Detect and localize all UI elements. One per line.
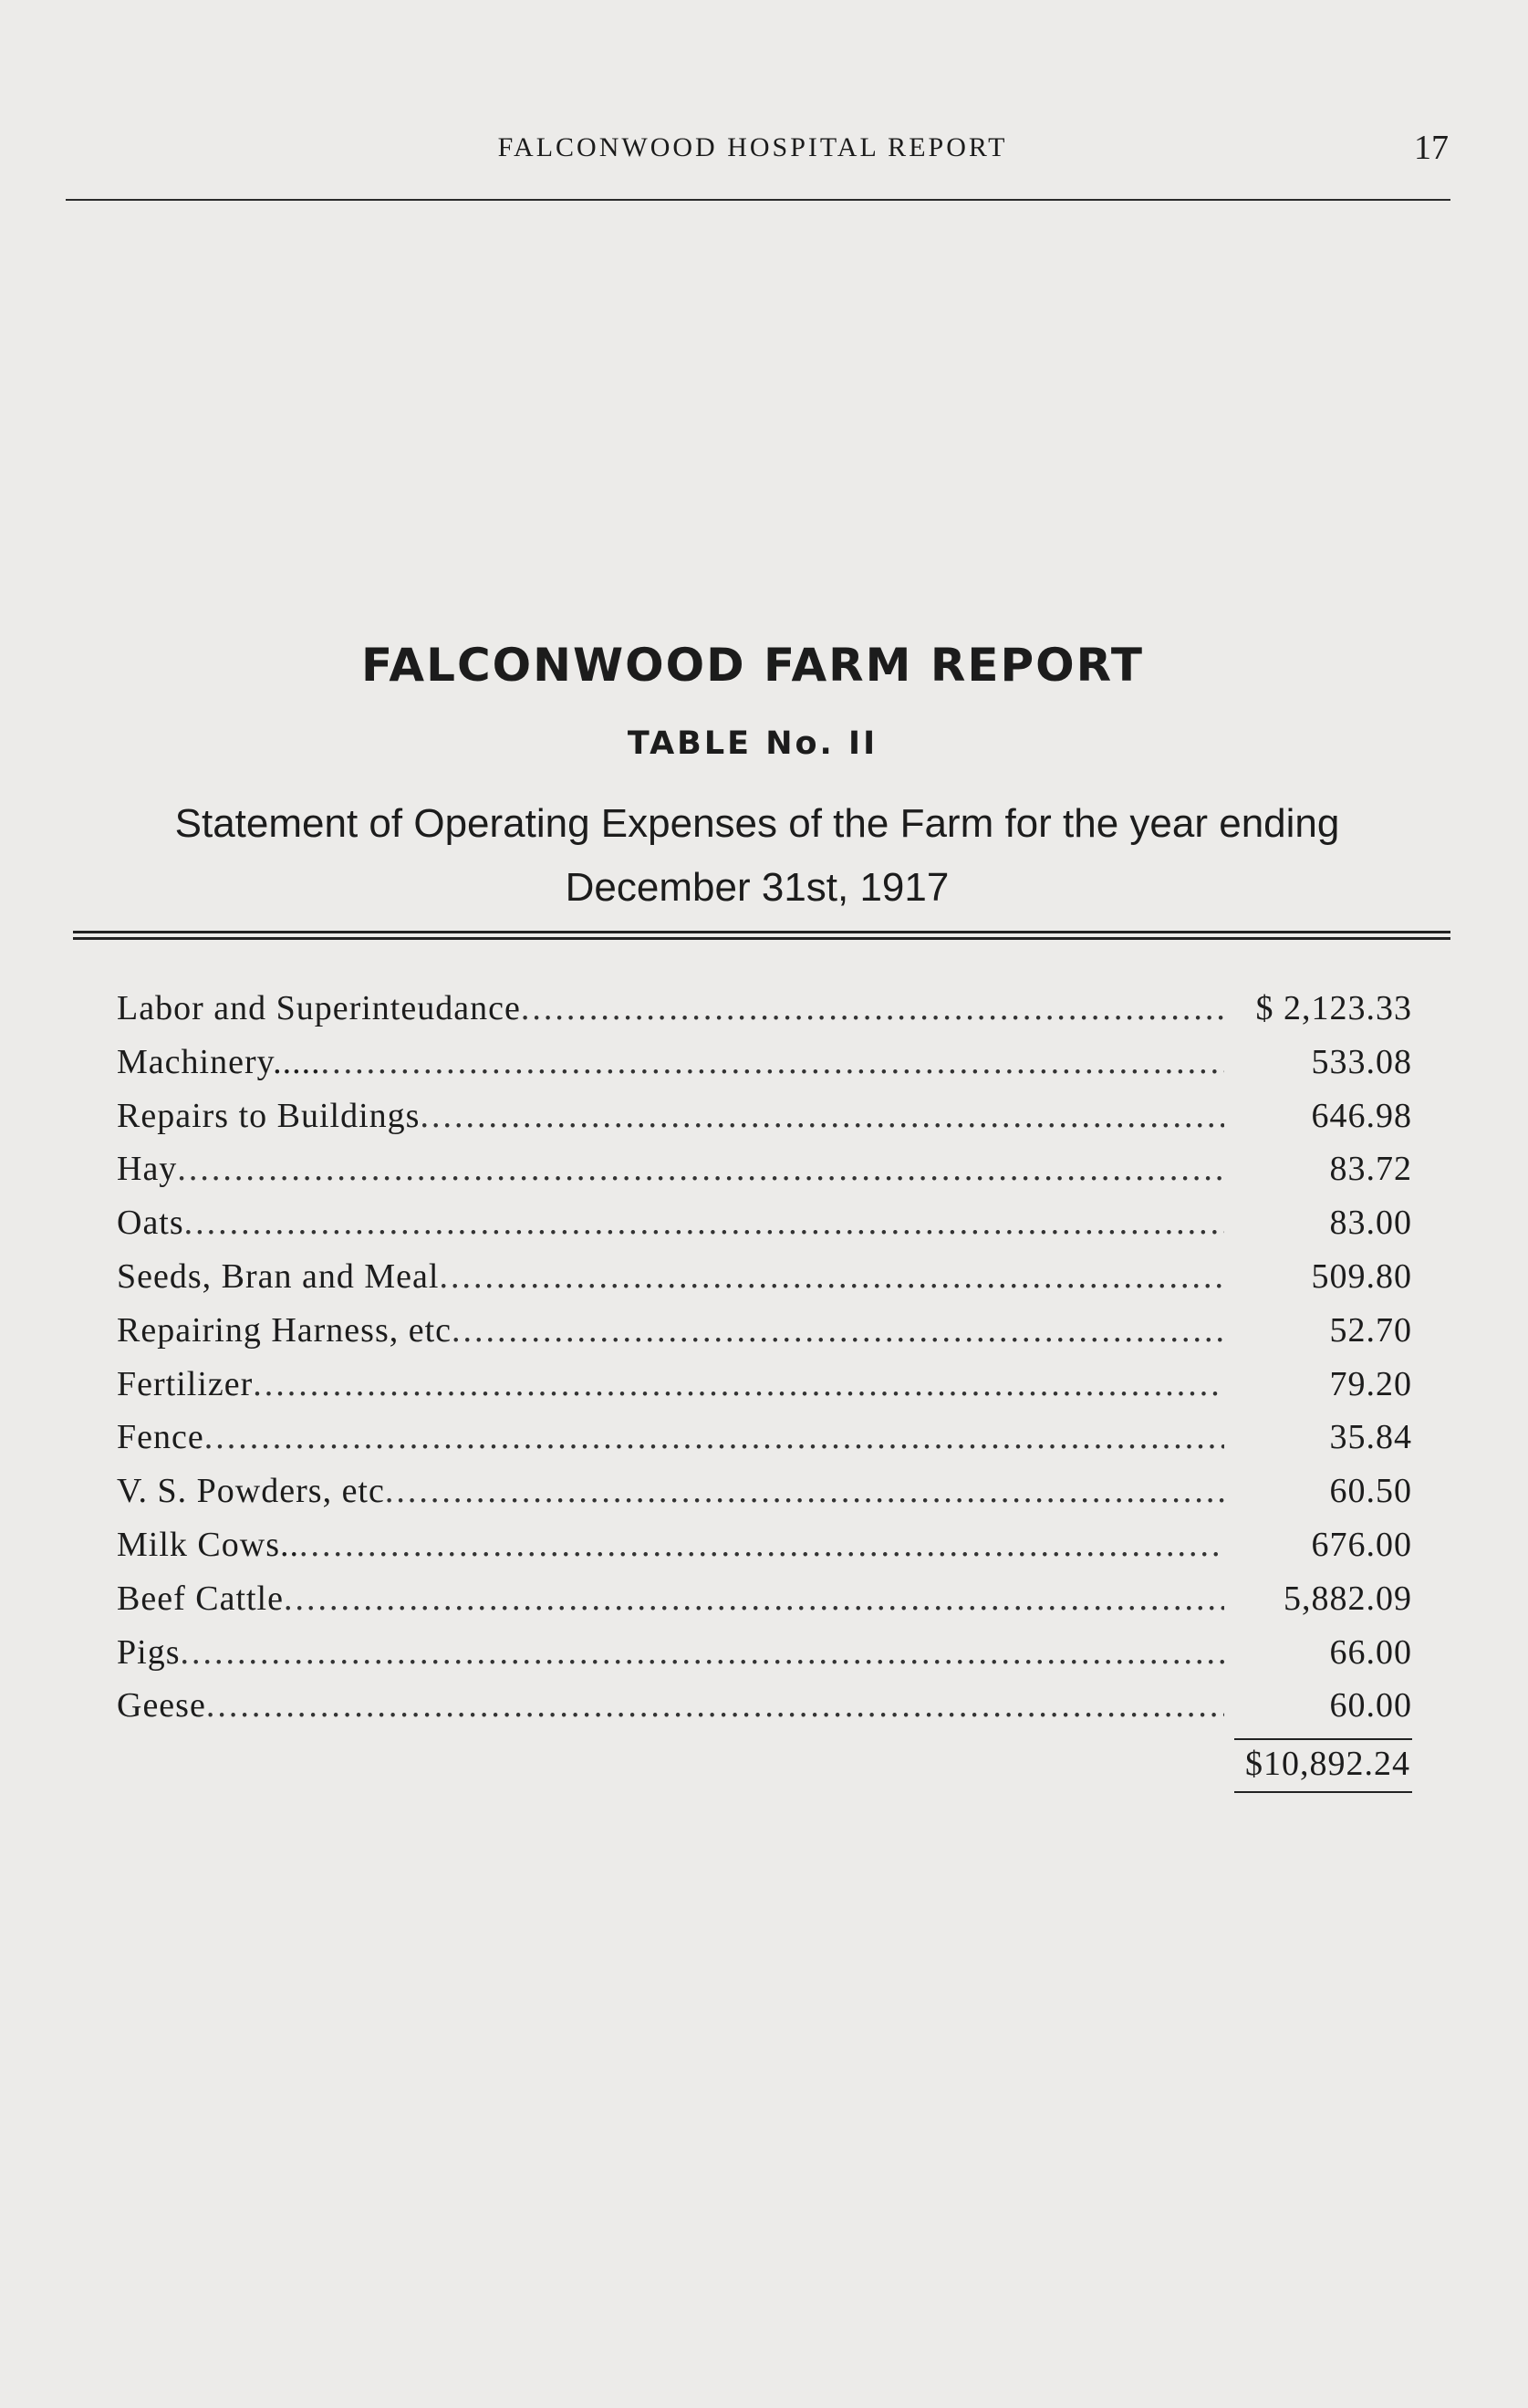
dot-leader [180, 1626, 1224, 1680]
expense-label: Geese [117, 1686, 206, 1725]
table-row [117, 1679, 1412, 1733]
statement-text [55, 792, 1460, 920]
statement-line-1: Statement of Operating Expenses of the Farm for the year ending [174, 801, 1340, 846]
dot-leader [321, 1036, 1224, 1089]
expense-amount: 676.00 [1311, 1525, 1412, 1564]
expense-amount: 79.20 [1329, 1364, 1412, 1403]
dot-leader [521, 982, 1224, 1036]
expense-label: Fertilizer [117, 1364, 254, 1403]
expense-amount: 83.00 [1329, 1204, 1412, 1243]
expense-amount: 533.08 [1311, 1042, 1412, 1081]
table-row [117, 1518, 1412, 1572]
expense-amount: 52.70 [1329, 1310, 1412, 1350]
dot-leader [452, 1304, 1224, 1358]
expense-label: V. S. Powders, etc [117, 1472, 385, 1511]
table-row [117, 1036, 1412, 1089]
expense-amount: 509.80 [1311, 1256, 1412, 1296]
dot-leader [177, 1142, 1224, 1196]
double-rule [73, 931, 1450, 940]
page-number: 17 [1414, 129, 1449, 167]
table-row [117, 1304, 1412, 1358]
expense-label: Repairing Harness, etc [117, 1310, 452, 1350]
table-row [117, 1465, 1412, 1518]
table-row [117, 1142, 1412, 1196]
dot-leader [439, 1250, 1224, 1304]
expense-amount: 83.72 [1329, 1150, 1412, 1189]
expense-label: Seeds, Bran and Meal [117, 1256, 440, 1296]
expense-amount: 5,882.09 [1284, 1579, 1412, 1618]
dot-leader [204, 1411, 1224, 1465]
running-head: FALCONWOOD HOSPITAL REPORT [497, 132, 1008, 162]
dot-leader [420, 1089, 1224, 1143]
dot-leader [184, 1196, 1224, 1250]
dot-leader [253, 1358, 1224, 1412]
expense-label: Repairs to Buildings [117, 1096, 421, 1135]
dot-leader [284, 1572, 1224, 1626]
expense-table [117, 982, 1412, 1791]
total-amount: $10,892.24 [1234, 1738, 1412, 1793]
expense-label: Fence [117, 1418, 204, 1457]
total-row [117, 1733, 1412, 1791]
expense-amount: 60.50 [1329, 1472, 1412, 1511]
dot-leader [206, 1679, 1224, 1733]
table-row [117, 1196, 1412, 1250]
expense-amount: 66.00 [1329, 1632, 1412, 1672]
expense-amount: 60.00 [1329, 1686, 1412, 1725]
table-label: TABLE No. II [627, 725, 878, 762]
dot-leader [299, 1518, 1224, 1572]
expense-label: Pigs [117, 1632, 181, 1672]
report-title: FALCONWOOD FARM REPORT [360, 639, 1145, 692]
table-row [117, 1626, 1412, 1680]
expense-amount: $ 2,123.33 [1255, 989, 1412, 1027]
expense-label: Beef Cattle [117, 1579, 284, 1618]
dot-leader [385, 1465, 1224, 1518]
expense-label: Hay [117, 1150, 178, 1189]
expense-label: Milk Cows.. [117, 1525, 299, 1564]
table-row [117, 1358, 1412, 1412]
header-rule [66, 199, 1450, 201]
statement-line-2: December 31st, 1917 [565, 865, 950, 910]
table-row [117, 1250, 1412, 1304]
expense-label: Labor and Superinteudance [117, 989, 521, 1027]
expense-amount: 646.98 [1311, 1096, 1412, 1135]
expense-label: Machinery..... [117, 1042, 321, 1081]
table-row [117, 982, 1412, 1036]
expense-label: Oats [117, 1204, 184, 1243]
table-row [117, 1089, 1412, 1143]
table-row [117, 1572, 1412, 1626]
table-row [117, 1411, 1412, 1465]
expense-amount: 35.84 [1329, 1418, 1412, 1457]
